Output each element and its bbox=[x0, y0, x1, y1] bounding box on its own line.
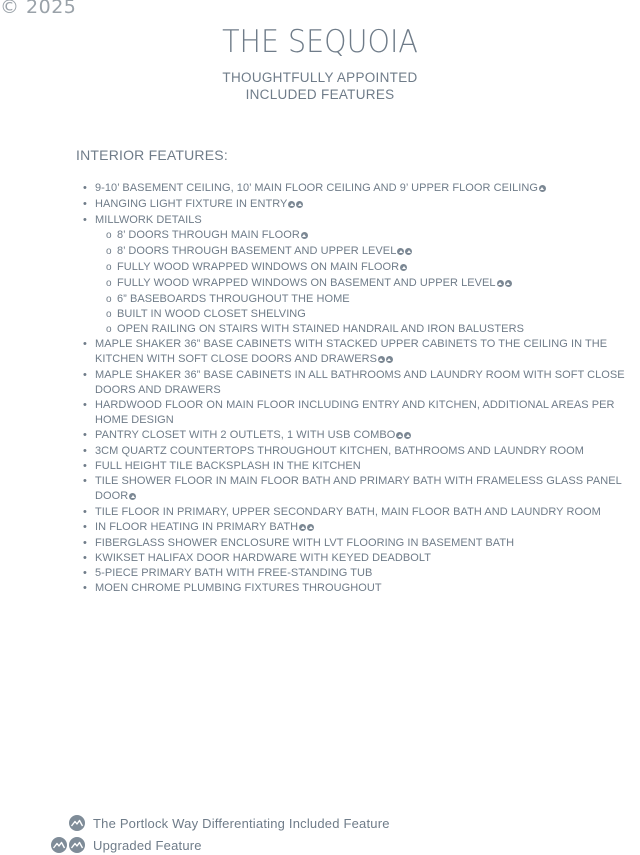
feature-text: 8’ DOORS THROUGH BASEMENT AND UPPER LEVEL bbox=[117, 245, 397, 257]
feature-text: 3CM QUARTZ COUNTERTOPS THROUGHOUT KITCHEN, BATHROOMS AND LAUNDRY ROOM bbox=[95, 445, 584, 457]
bullet-icon: • bbox=[83, 460, 87, 472]
mountain-badge-icon bbox=[301, 232, 308, 239]
differentiating-badge bbox=[129, 490, 137, 505]
feature-item bbox=[83, 459, 640, 474]
bullet-icon: • bbox=[83, 369, 87, 381]
feature-text: 5-PIECE PRIMARY BATH WITH FREE-STANDING TUB bbox=[95, 567, 373, 579]
feature-item bbox=[83, 566, 640, 581]
feature-item bbox=[83, 197, 640, 213]
feature-item bbox=[83, 551, 640, 566]
mountain-badge-icon bbox=[397, 248, 404, 255]
circle-bullet-icon: o bbox=[106, 278, 112, 289]
mountain-badge-icon bbox=[299, 524, 306, 531]
subtitle-line-2: INCLUDED FEATURES bbox=[245, 87, 395, 102]
page-title: THE SEQUOIA bbox=[222, 24, 418, 60]
feature-item bbox=[83, 536, 640, 551]
mountain-badge-icon bbox=[404, 432, 411, 439]
bullet-icon: • bbox=[83, 475, 87, 487]
mountain-badge-icon bbox=[378, 356, 385, 363]
circle-bullet-icon: o bbox=[106, 294, 112, 305]
upgraded-badges bbox=[378, 353, 394, 368]
mountain-badge-icon bbox=[405, 248, 412, 255]
subtitle-line-1: THOUGHTFULLY APPOINTED bbox=[222, 70, 418, 85]
feature-item bbox=[83, 581, 640, 596]
feature-sub-item bbox=[83, 260, 640, 276]
feature-item bbox=[83, 474, 640, 505]
feature-text: MAPLE SHAKER 36” BASE CABINETS IN ALL BATHROOMS AND LAUNDRY ROOM WITH SOFT CLOSE DOORS AND DRAWERS bbox=[95, 369, 625, 396]
feature-text: MILLWORK DETAILS bbox=[95, 214, 202, 226]
features-list bbox=[83, 181, 640, 596]
feature-text: FULL HEIGHT TILE BACKSPLASH IN THE KITCHEN bbox=[95, 460, 361, 472]
section-heading-interior: INTERIOR FEATURES: bbox=[76, 147, 228, 163]
feature-text: PANTRY CLOSET WITH 2 OUTLETS, 1 WITH USB COMBO bbox=[95, 429, 396, 441]
bullet-icon: • bbox=[83, 214, 87, 226]
legend-row-upgraded bbox=[40, 835, 202, 855]
mountain-badge-icon bbox=[505, 280, 512, 287]
mountain-badge-icon bbox=[497, 280, 504, 287]
feature-sub-item bbox=[83, 276, 640, 292]
feature-text: TILE SHOWER FLOOR IN MAIN FLOOR BATH AND PRIMARY BATH WITH FRAMELESS GLASS PANEL DOOR bbox=[95, 475, 622, 502]
bullet-icon: • bbox=[83, 429, 87, 441]
legend-icons-single bbox=[40, 815, 85, 831]
upgraded-badges bbox=[299, 521, 315, 536]
feature-text: OPEN RAILING ON STAIRS WITH STAINED HANDRAIL AND IRON BALUSTERS bbox=[117, 323, 524, 335]
bullet-icon: • bbox=[83, 567, 87, 579]
feature-text: 8’ DOORS THROUGH MAIN FLOOR bbox=[117, 229, 300, 241]
mountain-badge-icon bbox=[129, 493, 136, 500]
mountain-badge-icon bbox=[51, 837, 67, 853]
bullet-icon: • bbox=[83, 582, 87, 594]
bullet-icon: • bbox=[83, 521, 87, 533]
bullet-icon: • bbox=[83, 445, 87, 457]
upgraded-badges bbox=[288, 198, 304, 213]
feature-text: IN FLOOR HEATING IN PRIMARY BATH bbox=[95, 521, 299, 533]
mountain-badge-icon bbox=[69, 837, 85, 853]
feature-item bbox=[83, 368, 640, 398]
feature-sub-item bbox=[83, 292, 640, 307]
circle-bullet-icon: o bbox=[106, 309, 112, 320]
circle-bullet-icon: o bbox=[106, 262, 112, 273]
feature-sub-item bbox=[83, 244, 640, 260]
feature-text: HARDWOOD FLOOR ON MAIN FLOOR INCLUDING ENTRY AND KITCHEN, ADDITIONAL AREAS PER HOME DESIGN bbox=[95, 399, 615, 426]
differentiating-badge bbox=[400, 261, 408, 276]
circle-bullet-icon: o bbox=[106, 324, 112, 335]
bullet-icon: • bbox=[83, 338, 87, 350]
feature-text: HANGING LIGHT FIXTURE IN ENTRY bbox=[95, 198, 288, 210]
feature-sub-item bbox=[83, 228, 640, 244]
mountain-badge-icon bbox=[288, 201, 295, 208]
differentiating-badge bbox=[539, 182, 547, 197]
differentiating-badge bbox=[301, 229, 309, 244]
mountain-badge-icon bbox=[69, 815, 85, 831]
feature-item bbox=[83, 520, 640, 536]
copyright-watermark: © 2025 bbox=[0, 0, 77, 18]
bullet-icon: • bbox=[83, 537, 87, 549]
mountain-badge-icon bbox=[396, 432, 403, 439]
feature-text: KWIKSET HALIFAX DOOR HARDWARE WITH KEYED DEADBOLT bbox=[95, 552, 431, 564]
feature-text: FIBERGLASS SHOWER ENCLOSURE WITH LVT FLOORING IN BASEMENT BATH bbox=[95, 537, 515, 549]
mountain-badge-icon bbox=[539, 185, 546, 192]
feature-item bbox=[83, 213, 640, 228]
feature-text: MAPLE SHAKER 36” BASE CABINETS WITH STACKED UPPER CABINETS TO THE CEILING IN THE KITCHEN WITH SOFT CLOSE DOORS AND DRAWERS bbox=[95, 338, 608, 365]
legend-row-differentiating bbox=[40, 813, 390, 833]
bullet-icon: • bbox=[83, 552, 87, 564]
feature-text: 9-10’ BASEMENT CEILING, 10’ MAIN FLOOR CEILING AND 9’ UPPER FLOOR CEILING bbox=[95, 182, 538, 194]
feature-item bbox=[83, 444, 640, 459]
feature-text: BUILT IN WOOD CLOSET SHELVING bbox=[117, 308, 306, 320]
bullet-icon: • bbox=[83, 399, 87, 411]
feature-item bbox=[83, 337, 640, 368]
feature-text: FULLY WOOD WRAPPED WINDOWS ON BASEMENT AND UPPER LEVEL bbox=[117, 277, 496, 289]
bullet-icon: • bbox=[83, 198, 87, 210]
circle-bullet-icon: o bbox=[106, 246, 112, 257]
feature-item bbox=[83, 398, 640, 428]
feature-text: 6” BASEBOARDS THROUGHOUT THE HOME bbox=[117, 293, 350, 305]
bullet-icon: • bbox=[83, 182, 87, 194]
feature-item bbox=[83, 181, 640, 197]
circle-bullet-icon: o bbox=[106, 230, 112, 241]
mountain-badge-icon bbox=[296, 201, 303, 208]
feature-text: MOEN CHROME PLUMBING FIXTURES THROUGHOUT bbox=[95, 582, 382, 594]
mountain-badge-icon bbox=[400, 264, 407, 271]
upgraded-badges bbox=[396, 429, 412, 444]
legend-label-differentiating: The Portlock Way Differentiating Included Feature bbox=[93, 815, 390, 831]
feature-item bbox=[83, 505, 640, 520]
upgraded-badges bbox=[497, 277, 513, 292]
bullet-icon: • bbox=[83, 506, 87, 518]
upgraded-badges bbox=[397, 245, 413, 260]
feature-text: FULLY WOOD WRAPPED WINDOWS ON MAIN FLOOR bbox=[117, 261, 400, 273]
legend-label-upgraded: Upgraded Feature bbox=[93, 837, 202, 853]
legend-icons-double bbox=[40, 837, 85, 853]
feature-sub-item bbox=[83, 307, 640, 322]
mountain-badge-icon bbox=[307, 524, 314, 531]
feature-item bbox=[83, 428, 640, 444]
mountain-badge-icon bbox=[386, 356, 393, 363]
page-subtitle bbox=[0, 69, 640, 103]
feature-sub-item bbox=[83, 322, 640, 337]
feature-text: TILE FLOOR IN PRIMARY, UPPER SECONDARY BATH, MAIN FLOOR BATH AND LAUNDRY ROOM bbox=[95, 506, 601, 518]
